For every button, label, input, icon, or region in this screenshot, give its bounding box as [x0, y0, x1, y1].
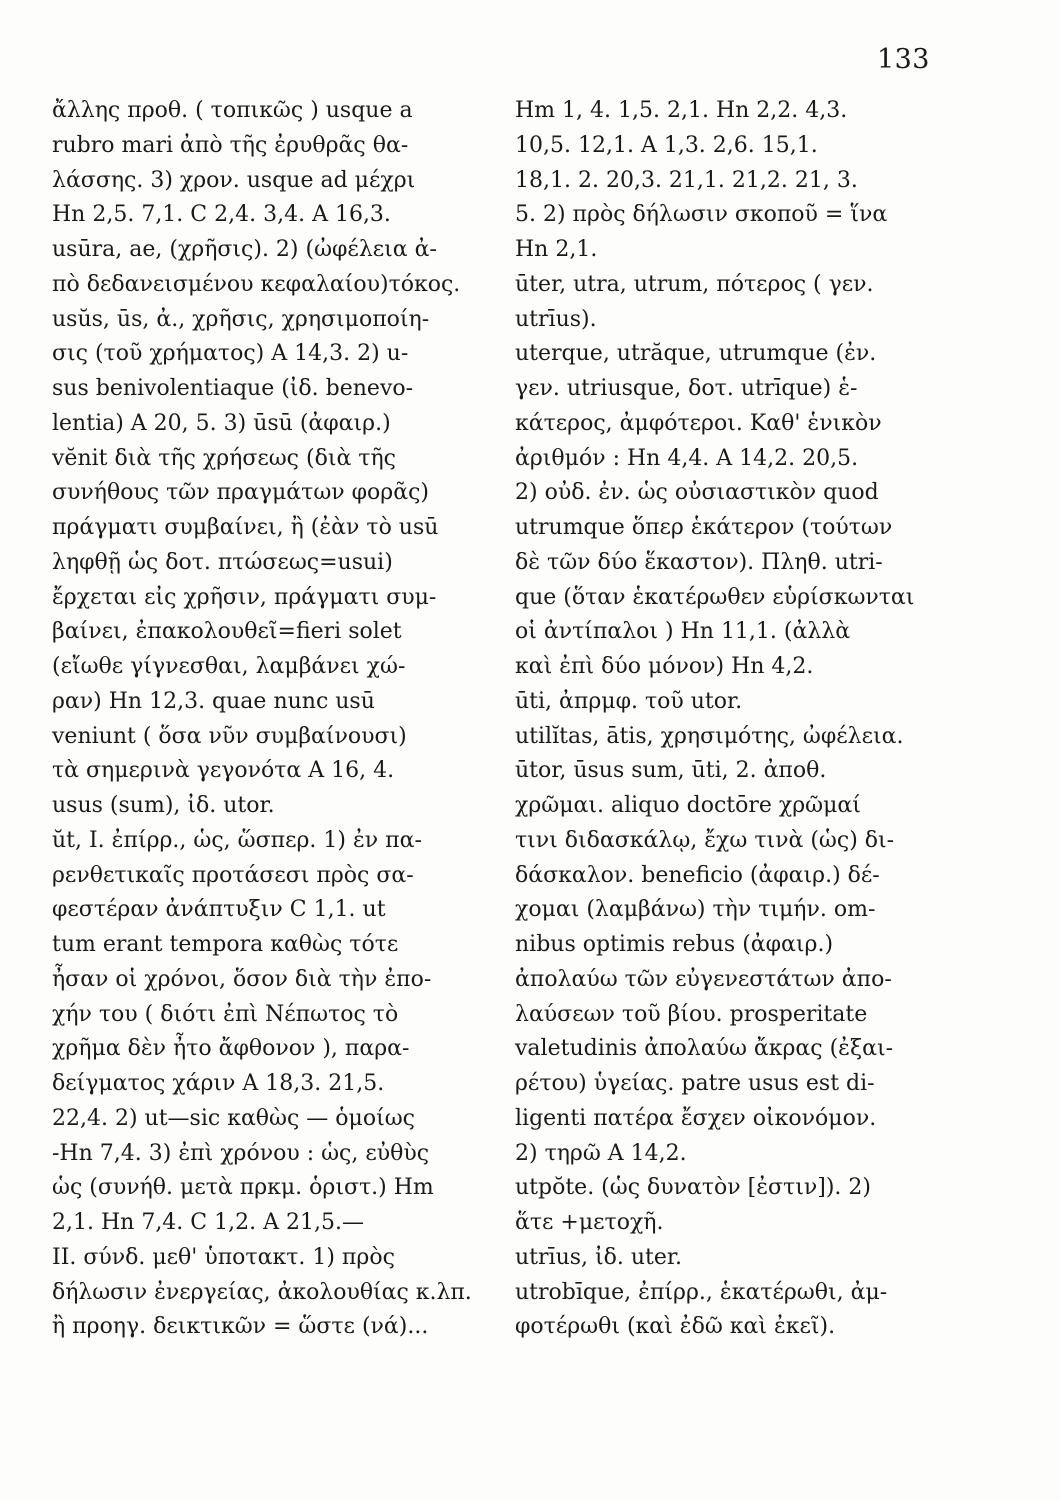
- left-column-line: usūra, ae, (χρῆσις). 2) (ὠφέλεια ἀ-: [52, 237, 437, 262]
- left-column-line: πράγματι συμβαίνει, ἢ (ἐὰν τὸ usū: [52, 515, 439, 540]
- right-column-line: φοτέρωθι (καὶ ἐδῶ καὶ ἐκεῖ).: [515, 1314, 836, 1340]
- left-column-line: χήν του ( διότι ἐπὶ Νέπωτος τὸ: [52, 1001, 399, 1027]
- right-column: [515, 94, 935, 1345]
- right-column-line: ūter, utra, utrum, πότερος ( γεν.: [515, 271, 874, 297]
- left-column-line: συνήθους τῶν πραγμάτων φορᾶς): [52, 480, 429, 506]
- left-column-line: sus benivolentiaque (ἰδ. benevo-: [52, 376, 414, 401]
- right-column-line: que (ὅταν ἑκατέρωθεν εὑρίσκωνται: [515, 584, 915, 610]
- right-column-line: utilĭtas, ātis, χρησιμότης, ὠφέλεια.: [515, 723, 904, 749]
- right-column-line: Hm 1, 4. 1,5. 2,1. Hn 2,2. 4,3.: [515, 98, 848, 123]
- right-column-line: 18,1. 2. 20,3. 21,1. 21,2. 21, 3.: [515, 167, 858, 193]
- left-column-line: usŭs, ūs, ἀ., χρῆσις, χρησιμοποίη-: [52, 306, 430, 332]
- left-column-line: 2,1. Hn 7,4. C 1,2. A 21,5.—: [52, 1210, 364, 1235]
- right-column-line: valetudinis ἀπολαύω ἄκρας (ἐξαι-: [515, 1036, 894, 1062]
- right-column-line: τινι διδασκάλῳ, ἔχω τινὰ (ὡς) δι-: [515, 827, 895, 853]
- left-column-line: usus (sum), ἰδ. utor.: [52, 793, 275, 818]
- left-column-line: χρῆμα δὲν ἦτο ἄφθονον ), παρα-: [52, 1036, 410, 1062]
- left-column-line: vĕnit διὰ τῆς χρήσεως (διὰ τῆς: [52, 445, 396, 471]
- right-column-line: δάσκαλον. beneficio (ἀφαιρ.) δέ-: [515, 862, 880, 888]
- right-column-line: utrobīque, ἐπίρρ., ἑκατέρωθι, ἀμ-: [515, 1279, 888, 1305]
- left-column-line: πὸ δεδανεισμένου κεφαλαίου)τόκος.: [52, 271, 461, 297]
- right-column-line: utrīus, ἰδ. uter.: [515, 1244, 682, 1270]
- right-column-line: 2) οὐδ. ἐν. ὡς οὐσιαστικὸν quod: [515, 480, 879, 506]
- page-number: 133: [876, 44, 930, 75]
- right-column-line: 10,5. 12,1. A 1,3. 2,6. 15,1.: [515, 132, 818, 158]
- right-column-line: γεν. utriusque, δοτ. utrīque) ἑ-: [515, 376, 858, 401]
- left-column-line: (εἴωθε γίγνεσθαι, λαμβάνει χώ-: [52, 654, 406, 679]
- right-column-line: ἀπολαύω τῶν εὐγενεστάτων ἀπο-: [515, 966, 892, 992]
- left-column-line: ἄλλης προθ. ( τοπικῶς ) usque a: [52, 98, 413, 123]
- right-column-line: ūti, ἀπρμφ. τοῦ utor.: [515, 688, 743, 714]
- right-column-line: utrumque ὅπερ ἑκάτερον (τούτων: [515, 515, 893, 540]
- left-column-line: tum erant tempora καθὼς τότε: [52, 932, 399, 957]
- right-column-line: ligenti πατέρα ἔσχεν οἰκονόμον.: [515, 1105, 877, 1131]
- left-column-line: δήλωσιν ἐνεργείας, ἀκολουθίας κ.λπ.: [52, 1279, 472, 1305]
- left-column-line: lentia) A 20, 5. 3) ūsū (ἀφαιρ.): [52, 410, 391, 436]
- left-column-line: II. σύνδ. μεθ' ὑποτακτ. 1) πρὸς: [52, 1244, 395, 1270]
- left-column-line: βαίνει, ἐπακολουθεῖ=fieri solet: [52, 619, 402, 645]
- left-column-line: λάσσης. 3) χρον. usque ad μέχρι: [52, 167, 416, 193]
- right-column-line: ūtor, ūsus sum, ūti, 2. ἀποθ.: [515, 758, 827, 784]
- right-column-line: χομαι (λαμβάνω) τὴν τιμήν. om-: [515, 897, 876, 923]
- left-column-line: 22,4. 2) ut—sic καθὼς — ὁμοίως: [52, 1105, 415, 1131]
- left-column-line: veniunt ( ὅσα νῦν συμβαίνουσι): [52, 723, 407, 749]
- right-column-line: λαύσεων τοῦ βίου. prosperitate: [515, 1001, 868, 1027]
- right-column-line: utpŏte. (ὡς δυνατὸν [ἐστιν]). 2): [515, 1175, 871, 1201]
- left-column-line: -Hn 7,4. 3) ἐπὶ χρόνου : ὡς, εὐθὺς: [52, 1140, 430, 1166]
- right-column-line: 2) τηρῶ A 14,2.: [515, 1140, 687, 1166]
- right-column-line: Hn 2,1.: [515, 237, 598, 262]
- left-column-line: φεστέραν ἀνάπτυξιν C 1,1. ut: [52, 897, 386, 923]
- right-column-line: κάτερος, ἀμφότεροι. Καθ' ἑνικὸν: [515, 410, 882, 436]
- left-column-line: ληφθῇ ὡς δοτ. πτώσεως=usui): [52, 549, 393, 575]
- left-column-line: σις (τοῦ χρήματος) A 14,3. 2) u-: [52, 341, 409, 367]
- left-column-line: ŭt, I. ἐπίρρ., ὡς, ὥσπερ. 1) ἐν πα-: [52, 827, 422, 853]
- right-column-line: δὲ τῶν δύο ἕκαστον). Πληθ. utri-: [515, 549, 883, 575]
- right-column-line: uterque, utrăque, utrumque (ἐν.: [515, 341, 877, 367]
- right-column-line: utrīus).: [515, 306, 597, 332]
- left-column-line: τὰ σημερινὰ γεγονότα A 16, 4.: [52, 758, 395, 784]
- left-column-line: ραν) Hn 12,3. quae nunc usū: [52, 688, 375, 714]
- left-column-line: Hn 2,5. 7,1. C 2,4. 3,4. A 16,3.: [52, 202, 391, 228]
- left-column-line: rubro mari ἀπὸ τῆς ἐρυθρᾶς θα-: [52, 132, 409, 158]
- left-column-line: ἦσαν οἱ χρόνοι, ὅσον διὰ τὴν ἐπο-: [52, 966, 432, 992]
- right-column-line: ἀριθμόν : Hn 4,4. A 14,2. 20,5.: [515, 445, 859, 471]
- left-column-line: δείγματος χάριν A 18,3. 21,5.: [52, 1071, 385, 1096]
- right-column-line: καὶ ἐπὶ δύο μόνον) Hn 4,2.: [515, 654, 814, 679]
- right-column-line: nibus optimis rebus (ἀφαιρ.): [515, 932, 834, 957]
- right-column-line: χρῶμαι. aliquo doctōre χρῶμαί: [515, 793, 861, 818]
- left-column-line: ἢ προηγ. δεικτικῶν = ὥστε (νά)...: [52, 1314, 429, 1340]
- left-column-line: ρενθετικαῖς προτάσεσι πρὸς σα-: [52, 862, 414, 888]
- right-column-line: οἱ ἀντίπαλοι ) Hn 11,1. (ἀλλὰ: [515, 619, 851, 645]
- right-column-line: ρέτου) ὑγείας. patre usus est di-: [515, 1071, 875, 1096]
- left-column-line: ἔρχεται εἰς χρῆσιν, πράγματι συμ-: [52, 584, 437, 610]
- right-column-line: 5. 2) πρὸς δήλωσιν σκοποῦ = ἵνα: [515, 202, 888, 228]
- right-column-line: ἅτε +μετοχῆ.: [515, 1210, 664, 1235]
- left-column: [52, 94, 472, 1345]
- left-column-line: ὡς (συνήθ. μετὰ πρκμ. ὁριστ.) Hm: [52, 1175, 434, 1201]
